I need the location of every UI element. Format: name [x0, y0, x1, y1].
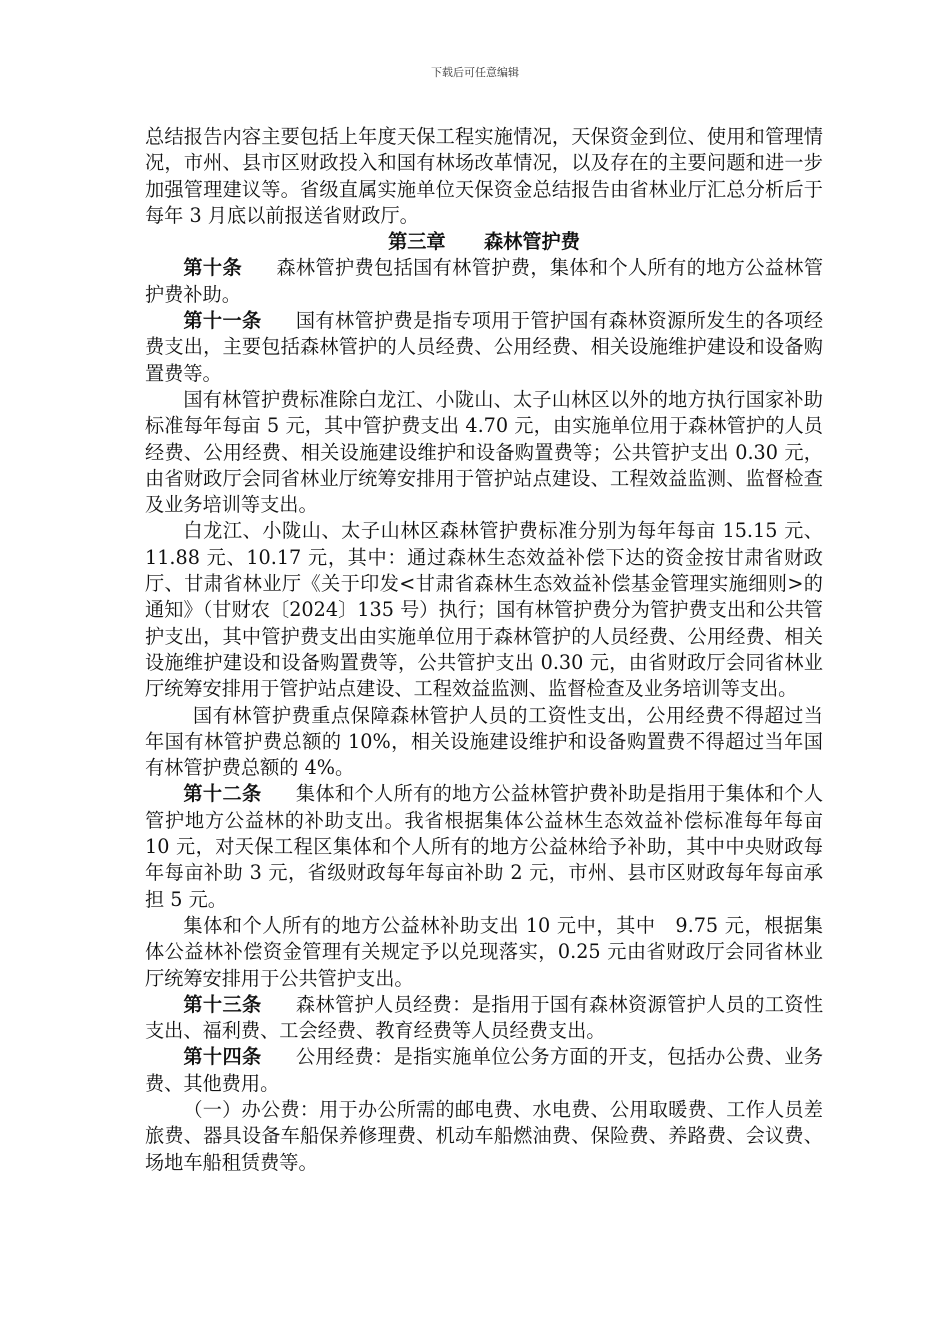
- article-text: 公用经费：是指实施单位公务方面的开支，包括办公费、业务费、其他费用。: [145, 1045, 824, 1095]
- article-text: 森林管护费包括国有林管护费，集体和个人所有的地方公益林管护费补助。: [145, 256, 824, 306]
- article-text: 国有林管护费是指专项用于管护国有森林资源所发生的各项经费支出，主要包括森林管护的人员经费、公用经费、相关设施维护建设和设备购置费等。: [145, 309, 824, 385]
- article-13: [145, 992, 823, 1045]
- article-text: 森林管护人员经费：是指用于国有森林资源管护人员的工资性支出、福利费、工会经费、教育经费等人员经费支出。: [145, 992, 824, 1043]
- article-11: [145, 308, 823, 387]
- article-label: 第十二条: [183, 782, 262, 806]
- article-12: [145, 781, 823, 912]
- paragraph: 国有林管护费标准除白龙江、小陇山、太子山林区以外的地方执行国家补助标准每年每亩 5 元，其中管护费支出 4.70 元，由实施单位用于森林管护的人员经费、公用经费、相关设施建设维护和设备购置费等；公共管护支出 0.30 元，由省财政厅会同省林业厅统筹安排用于管护站点建设、工程效益监测、监督检查及业务培训等支出。: [145, 387, 823, 517]
- article-label: 第十三条: [183, 992, 262, 1016]
- article-10: [145, 255, 823, 308]
- article-label: 第十四条: [183, 1045, 262, 1069]
- paragraph: 国有林管护费重点保障森林管护人员的工资性支出，公用经费不得超过当年国有林管护费总额的 10%，相关设施建设维护和设备购置费不得超过当年国有林管护费总额的 4%。: [145, 703, 823, 780]
- paragraph: 总结报告内容主要包括上年度天保工程实施情况，天保资金到位、使用和管理情况，市州、县市区财政投入和国有林场改革情况，以及存在的主要问题和进一步加强管理建议等。省级直属实施单位天保资金总结报告由省林业厅汇总分析后于每年 3 月底以前报送省财政厅。: [145, 125, 823, 227]
- paragraph: 白龙江、小陇山、太子山林区森林管护费标准分别为每年每亩 15.15 元、11.88 元、10.17 元，其中：通过森林生态效益补偿下达的资金按甘肃省财政厅、甘肃省林业厅《关于印发<甘肃省森林生态效益补偿基金管理实施细则>的通知》（甘财农〔2024〕135 号）执行；国有林管护费分为管护费支出和公共管护支出，其中管护费支出由实施单位用于森林管护的人员经费、公用经费、相关设施维护建设和设备购置费等，公共管护支出 0.30 元，由省财政厅会同省林业厅统筹安排用于管护站点建设、工程效益监测、监督检查及业务培训等支出。: [145, 519, 823, 701]
- article-label: 第十一条: [183, 309, 262, 333]
- paragraph: （一）办公费：用于办公所需的邮电费、水电费、公用取暖费、工作人员差旅费、器具设备车船保养修理费、机动车船燃油费、保险费、养路费、会议费、场地车船租赁费等。: [145, 1097, 823, 1174]
- article-text: 集体和个人所有的地方公益林管护费补助是指用于集体和个人管护地方公益林的补助支出。我省根据集体公益林生态效益补偿标准每年每亩 10 元，对天保工程区集体和个人所有的地方公益林给予补助，其中中央财政每年每亩补助 3 元，省级财政每年每亩补助 2 元，市州、县市区财政每年每亩承担 5 元。: [145, 782, 824, 911]
- article-label: 第十条: [183, 256, 242, 280]
- document-body: [145, 124, 823, 1176]
- chapter-title: 第三章 森林管护费: [388, 230, 580, 254]
- paragraph: 集体和个人所有的地方公益林补助支出 10 元中，其中 9.75 元，根据集体公益林补偿资金管理有关规定予以兑现落实，0.25 元由省财政厅会同省林业厅统筹安排用于公共管护支出。: [145, 913, 823, 990]
- page-header: 下载后可任意编辑: [431, 66, 519, 79]
- article-14: [145, 1044, 823, 1097]
